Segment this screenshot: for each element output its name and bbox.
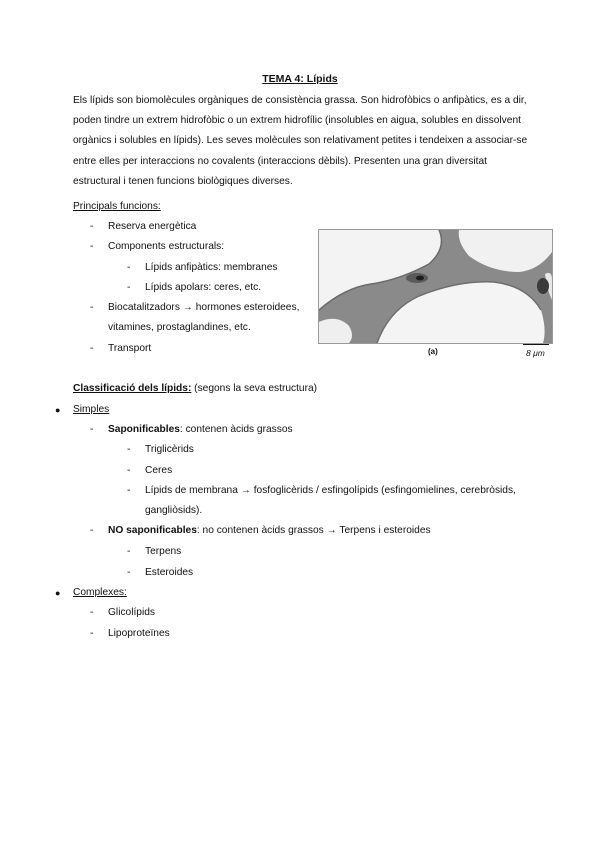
no-saponificables-label: NO saponificables	[108, 525, 197, 536]
function-item	[90, 221, 196, 232]
sap-label: Ceres	[145, 465, 173, 476]
intro-line: poden tindre un extrem hidrofòbic o un extrem hidrofílic (insolubles en aigua, solubles en dissolvent	[73, 115, 521, 127]
dash: -	[90, 628, 94, 639]
bullet-icon: ●	[55, 405, 61, 415]
nosap-label: Terpens	[145, 546, 182, 557]
complex-label: Lipoproteïnes	[108, 628, 170, 639]
dash: -	[127, 444, 131, 455]
classification-heading: Classificació dels lípids:	[73, 383, 192, 394]
dash: -	[90, 302, 94, 313]
intro-line: estructural i tenen funcions biològiques diverses.	[73, 175, 293, 187]
function-subitem	[127, 282, 261, 293]
dash: -	[127, 567, 131, 578]
nosap-label: Esteroides	[145, 567, 194, 578]
saponificables-item	[90, 424, 293, 435]
function-subitem	[127, 262, 278, 273]
function-label: Reserva energètica	[108, 221, 197, 232]
function-item	[90, 302, 299, 313]
function-item	[90, 241, 224, 252]
dash: -	[90, 607, 94, 618]
dash: -	[90, 343, 94, 354]
sap-continuation: gangliòsids).	[145, 505, 203, 516]
intro-paragraph	[73, 91, 528, 192]
complex-item	[90, 607, 155, 618]
sap-item	[127, 465, 172, 476]
sap-item	[127, 485, 516, 496]
function-label: Biocatalitzadors → hormones esteroidees,	[108, 302, 300, 313]
saponificables-label: Saponificables	[108, 424, 180, 435]
micrograph-image	[318, 229, 553, 344]
sap-label: Lípids de membrana → fosfoglicèrids / esfingolípids (esfingomielines, cerebròsids,	[145, 485, 516, 496]
simples-heading: Simples	[73, 404, 110, 415]
dash: -	[90, 424, 94, 435]
nosap-item	[127, 546, 181, 557]
sap-label: Triglicèrids	[145, 444, 194, 455]
dash: -	[90, 241, 94, 252]
intro-line: Els lípids son biomolècules orgàniques de consistència grassa. Son hidrofòbics o anfipàtics, es a dir,	[73, 95, 527, 106]
dash: -	[90, 525, 94, 536]
intro-line: orgànics i solubles en lípids). Les seves molècules son relativament petites i tendeixen a associar-se	[73, 135, 528, 147]
function-label: Components estructurals:	[108, 241, 225, 252]
page-title: TEMA 4: Lípids	[262, 73, 338, 85]
bullet-icon: ●	[55, 588, 61, 598]
scale-label: 8 μm	[526, 348, 545, 358]
dash: -	[127, 262, 131, 273]
function-label: Lípids anfipàtics: membranes	[145, 262, 278, 273]
dash: -	[127, 282, 131, 293]
complex-item	[90, 628, 170, 639]
nosap-item	[127, 567, 193, 578]
complex-label: Glicolípids	[108, 607, 155, 618]
figure-label: (a)	[428, 347, 438, 356]
intro-line: entre elles per interaccions no covalents (interaccions dèbils). Presenten una gran diversitat	[73, 155, 487, 167]
dash: -	[127, 485, 131, 496]
no-saponificables-item	[90, 525, 431, 536]
function-label: Lípids apolars: ceres, etc.	[145, 282, 262, 293]
classification-note: (segons la seva estructura)	[191, 383, 318, 394]
complexes-heading: Complexes:	[73, 587, 127, 598]
function-continuation: vitamines, prostaglandines, etc.	[108, 322, 251, 333]
adipocyte-micrograph	[319, 230, 552, 343]
classification-heading-line	[73, 383, 317, 394]
saponificables-desc: : contenen àcids grassos	[179, 424, 293, 435]
no-saponificables-desc: : no contenen àcids grassos → Terpens i esteroides	[196, 525, 431, 536]
dash: -	[127, 465, 131, 476]
function-label: Transport	[108, 343, 152, 354]
dash: -	[90, 221, 94, 232]
dash: -	[127, 546, 131, 557]
functions-heading: Principals funcions:	[73, 201, 161, 212]
sap-item	[127, 444, 194, 455]
scale-bar	[523, 344, 549, 345]
function-item	[90, 343, 151, 354]
